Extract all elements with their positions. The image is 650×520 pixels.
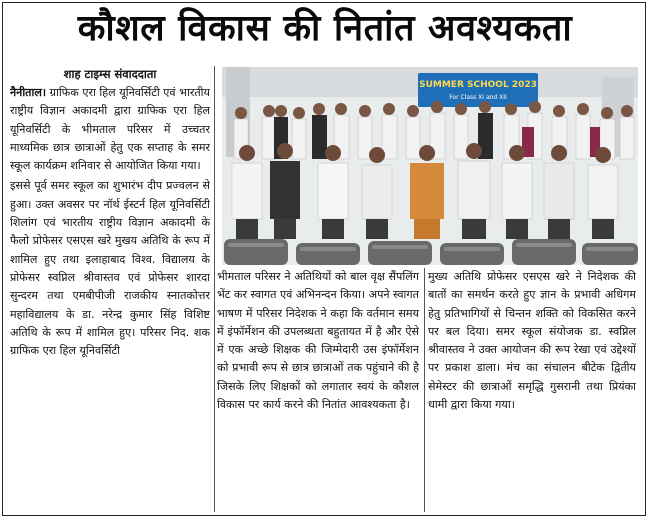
- paragraph: [10, 84, 210, 175]
- event-photo: [222, 67, 638, 265]
- paragraph: भीमताल परिसर ने अतिथियों को बाल वृक्ष सैंपलिंग भेंट कर स्वागत एवं अभिनन्दन किया। अपने स्वागत भाषण में परिसर निदेशक ने कहा कि वर्तमान समय में इंफॉर्मेशन की उपलब्धता बहुतायत में है और ऐसे में एक अच्छे शिक्षक की जिम्मेदारी उस इंफॉर्मेशन को प्रभावी रूप से छात्र छात्राओं तक पहुंचाने की है जिसके लिए शिक्षकों को लगातार स्वयं के कौशल विकास पर कार्य करने की नितांत आवश्यकता है।: [217, 270, 419, 412]
- dateline: नैनीताल।: [10, 86, 47, 99]
- banner-subtitle: For Class XI and XII: [449, 94, 507, 101]
- paragraph: इससे पूर्व समर स्कूल का शुभारंभ दीप प्रज्वलन से हुआ। उक्त अवसर पर नॉर्थ ईस्टर्न हिल यूनिवर्सिटी शिलांग एवं भारतीय राष्ट्रीय विज्ञान अकादमी के फैलो प्रोफेसर एसएस खरे मुखय अतिथि के रूप में शामिल हुए तथा इलाहाबाद विश्व. विद्यालय के प्रोफेसर स्वप्निल श्रीवास्तव एवं प्रोफेसर शारदा सुन्दरम तथा एमबीपीजी राजकीय स्नातकोत्तर महाविद्यालय के डा. नरेन्द्र कुमार सिंह विशिष्ट अतिथि के रूप में शामिल हुए। परिसर निद. शक ग्राफिक एरा हिल यूनिवर्सिटी: [10, 179, 210, 358]
- paragraph-text: ग्राफिक एरा हिल यूनिवर्सिटी एवं भारतीय राष्ट्रीय विज्ञान अकादमी द्वारा ग्राफिक एरा हिल यूनिवर्सिटी के भीमताल परिसर में उच्चतर माध्यमिक छात्र छात्राओं हेतु एक सप्ताह के समर स्कूल कार्यक्रम शनिवार से आयोजित किया गया।: [10, 86, 210, 173]
- article-column-2: [217, 268, 419, 512]
- headline: कौशल विकास की नितांत अवश्यकता: [77, 8, 573, 49]
- byline: शाह टाइम्स संवाददाता: [63, 67, 157, 81]
- group-photo-illustration: [222, 67, 638, 265]
- article-column-1: [10, 64, 210, 512]
- paragraph: मुख्य अतिथि प्रोफेसर एसएस खरे ने निदेशक की बातों का समर्थन करते हुए ज्ञान के प्रभावी अधिगम हेतु प्रतिभागियों से चिन्तन शक्ति को विकसित करने पर बल दिया। समर स्कूल संयोजक डा. स्वप्निल श्रीवास्तव ने उक्त आयोजन की रूप रेखा एवं उद्देश्यों पर प्रकाश डाला। मंच का संचालन बीटेक द्वितीय सेमेस्टर की छात्राओं समृद्धि गुसरानी तथा प्रियंका धामी द्वारा किया गया।: [428, 270, 636, 412]
- column-divider: [424, 268, 425, 512]
- column-divider: [214, 66, 215, 512]
- banner-title: SUMMER SCHOOL 2023: [419, 80, 537, 90]
- article-column-3: [428, 268, 636, 512]
